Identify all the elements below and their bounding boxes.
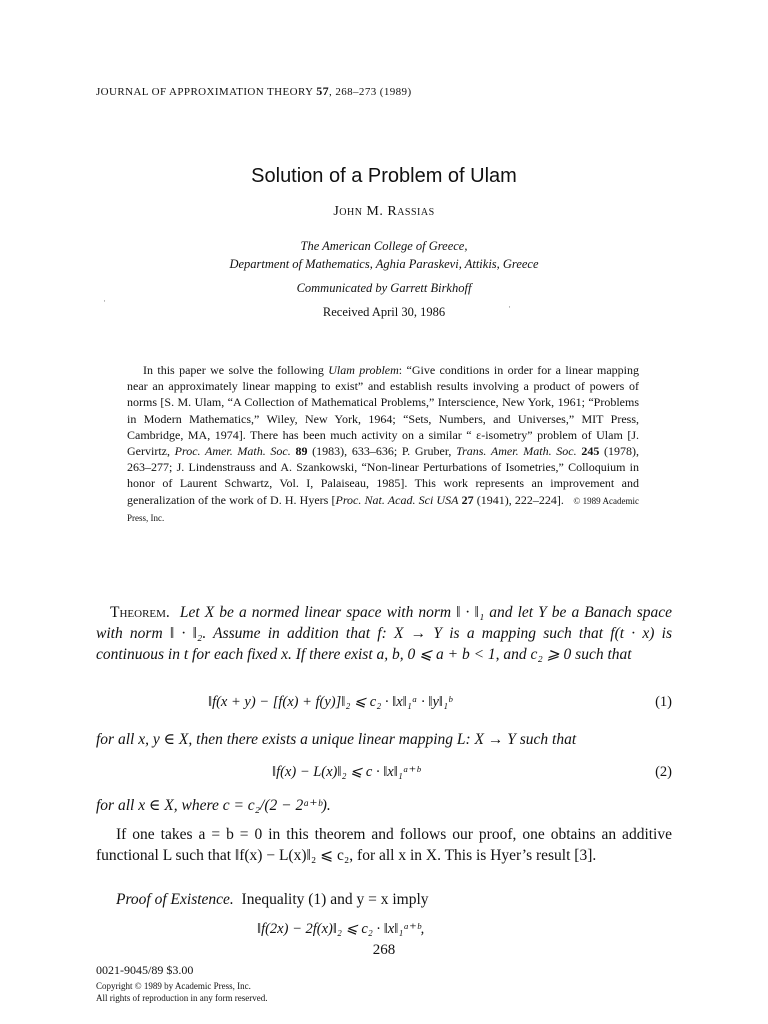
abstract-journal: Proc. Nat. Acad. Sci USA bbox=[335, 492, 459, 507]
abstract-volume: 27 bbox=[461, 492, 474, 507]
abstract-journal: Trans. Amer. Math. Soc. bbox=[456, 444, 577, 459]
theorem-text: Let X be a normed linear space with norm ‖ · ‖₁ and let Y be a Banach space with norm ‖ · ‖₂. Assume in addition that f: X → Y is a mapping such that f(t · x) is continuous in t for each fixed x. If there exist a, b, 0 ⩽ a + b < 1, and c₂ ⩾ 0 such that bbox=[96, 604, 672, 663]
abstract-text: (1941), 222–224]. bbox=[473, 492, 564, 507]
proof-label: Proof of Existence. bbox=[116, 891, 234, 908]
received-date: Received April 30, 1986 bbox=[322, 305, 446, 319]
journal-name: JOURNAL OF APPROXIMATION THEORY bbox=[96, 86, 314, 98]
theorem-label: Theorem. bbox=[110, 604, 170, 621]
article-author: John M. Rassias bbox=[333, 204, 435, 219]
communicated-by: Communicated by Garrett Birkhoff bbox=[296, 281, 472, 295]
abstract-volume: 245 bbox=[581, 444, 600, 459]
abstract-journal: Proc. Amer. Math. Soc. bbox=[174, 444, 291, 459]
footer-copyright bbox=[96, 980, 267, 1004]
abstract-emphasis: Ulam problem bbox=[328, 363, 399, 377]
footer-code: 0021-9045/89 $3.00 bbox=[96, 963, 194, 977]
abstract-text: (1983), 633–636; P. Gruber, bbox=[307, 444, 457, 459]
scan-mark: · bbox=[103, 296, 106, 306]
equation-1-formula: ‖f(x + y) − [f(x) + f(y)]‖₂ ⩽ c₂ · ‖x‖₁ᵃ · ‖y‖₁ᵇ bbox=[208, 694, 452, 710]
theorem-tail: for all x ∈ X, where c = c₂/(2 − 2ᵃ⁺ᵇ). bbox=[96, 797, 331, 814]
theorem-middle: for all x, y ∈ X, then there exists a unique linear mapping L: X → Y such that bbox=[96, 731, 577, 748]
journal-header: JOURNAL OF APPROXIMATION THEORY 57, 268–273 (1989) bbox=[96, 84, 412, 98]
equation-3-formula: ‖f(2x) − 2f(x)‖₂ ⩽ c₂ · ‖x‖₁ᵃ⁺ᵇ, bbox=[257, 921, 425, 937]
abstract-copyright: © 1989 Academic Press, Inc. bbox=[127, 495, 639, 523]
affiliation-line-1: The American College of Greece, bbox=[300, 239, 468, 253]
page-number: 268 bbox=[372, 942, 396, 958]
equation-2-formula: ‖f(x) − L(x)‖₂ ⩽ c · ‖x‖₁ᵃ⁺ᵇ bbox=[272, 764, 421, 780]
abstract bbox=[127, 362, 639, 526]
footer-copyright-line-2: All rights of reproduction in any form reserved. bbox=[96, 993, 268, 1003]
abstract-text: : “Give conditions in order for a linear mapping near an approximately linear mapping to exist” and establish results involving a product of powers of norms [S. M. Ulam, “A Collection of Mathematical Problems,” Interscience, New York, 1961; “Problems in Modern Mathematics,” Wiley, New York, 1964; “Sets, Numbers, and Universes,” MIT Press, Cambridge, MA, 1974]. There has been much activity on a similar “ ε-isometry” problem of Ulam [J. Gervirtz, bbox=[127, 363, 639, 459]
footer-copyright-line-1: Copyright © 1989 by Academic Press, Inc. bbox=[96, 981, 251, 991]
remark-paragraph bbox=[96, 824, 672, 866]
abstract-volume: 89 bbox=[295, 444, 308, 459]
theorem-statement bbox=[96, 602, 672, 665]
article-title: Solution of a Problem of Ulam bbox=[251, 165, 517, 187]
journal-volume: 57 bbox=[316, 84, 330, 98]
proof-text: Inequality (1) and y = x imply bbox=[241, 891, 429, 908]
abstract-paragraph bbox=[127, 362, 639, 526]
remark-text: If one takes a = b = 0 in this theorem and follows our proof, one obtains an additive functional L such that ‖f(x) − L(x)‖₂ ⩽ c₂, for all x in X. This is Hyer’s result [3]. bbox=[96, 826, 672, 864]
equation-1-number: (1) bbox=[655, 694, 672, 710]
proof-paragraph bbox=[96, 889, 672, 910]
abstract-text: In this paper we solve the following bbox=[143, 363, 329, 377]
equation-2-number: (2) bbox=[655, 764, 672, 780]
scan-mark: · bbox=[508, 302, 511, 312]
journal-pages: 268–273 (1989) bbox=[335, 86, 412, 98]
affiliation-line-2: Department of Mathematics, Aghia Paraskevi, Attikis, Greece bbox=[229, 257, 539, 271]
abstract-text: (1978), 263–277; J. Lindenstrauss and A. Szankowski, “Non-linear Perturbations of Isometries,” Colloquium in honor of Laurent Schwartz, Vol. I, Palaiseau, 1985]. This work represents an improvement and generalization of the work of D. H. Hyers [ bbox=[127, 444, 639, 507]
